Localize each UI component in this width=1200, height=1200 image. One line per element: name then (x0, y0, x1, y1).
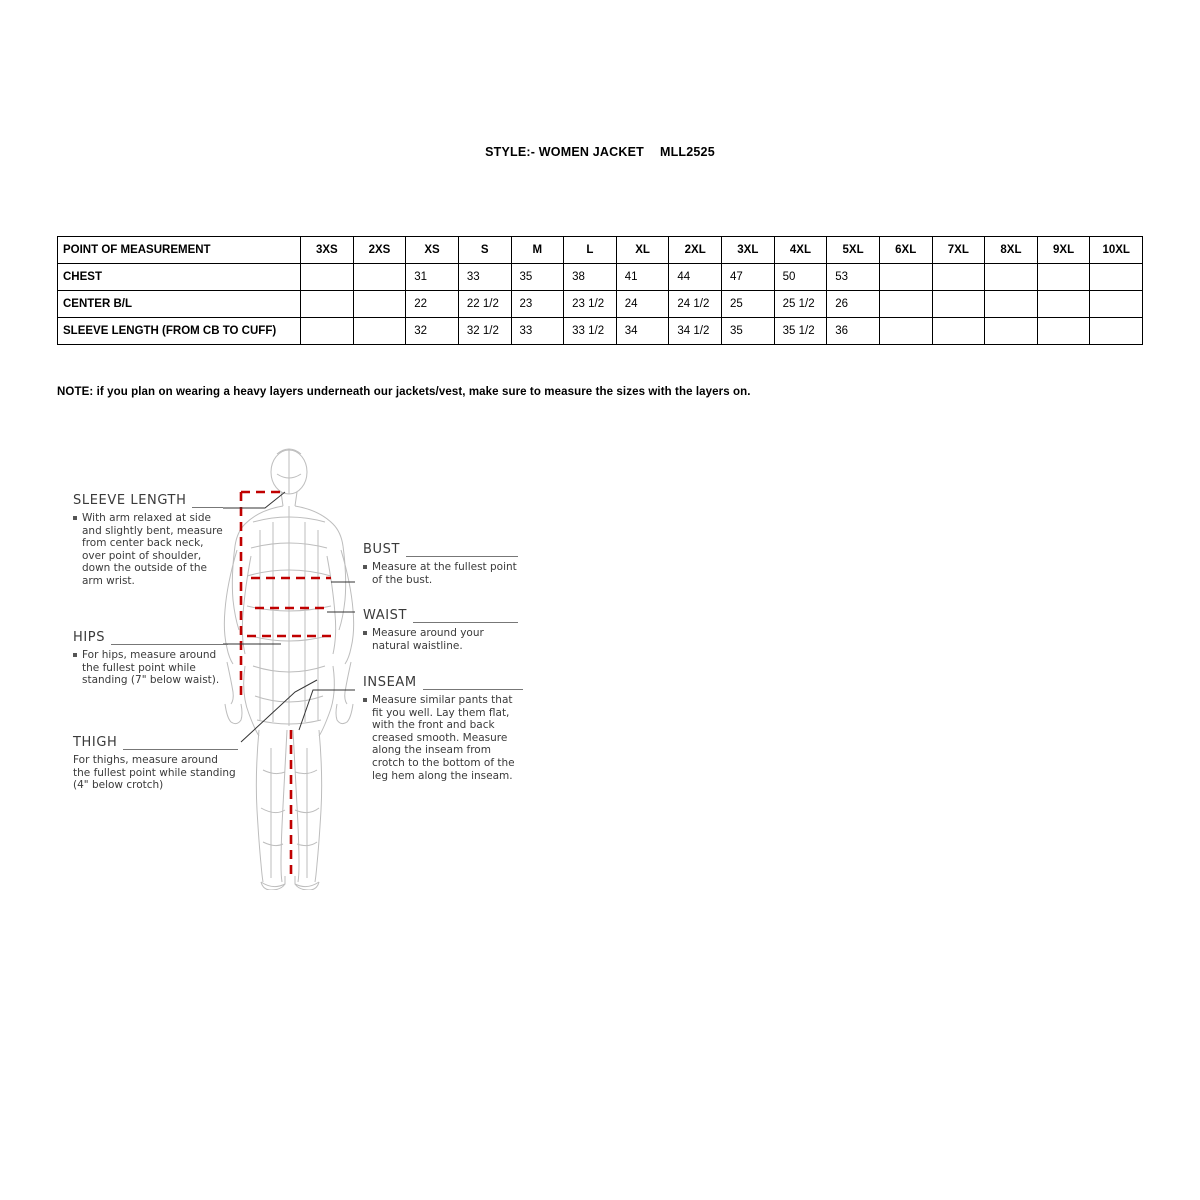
cell-sleeve-xl: 34 (616, 318, 669, 345)
callout-title-hips: HIPS (73, 630, 106, 645)
column-header-m: M (511, 237, 564, 264)
cell-sleeve-10xl (1090, 318, 1143, 345)
column-header-3xs: 3XS (301, 237, 354, 264)
cell-sleeve-6xl (879, 318, 932, 345)
page-title (0, 145, 1200, 159)
table-row (58, 264, 1143, 291)
cell-chest-8xl (985, 264, 1038, 291)
table-row (58, 318, 1143, 345)
cell-centerbl-10xl (1090, 291, 1143, 318)
callout-title-thigh: THIGH (73, 735, 118, 750)
cell-chest-9xl (1037, 264, 1090, 291)
cell-centerbl-9xl (1037, 291, 1090, 318)
callout-waist (363, 608, 518, 652)
style-label: STYLE:- WOMEN JACKET (485, 145, 644, 159)
measurement-note: NOTE: if you plan on wearing a heavy layers underneath our jackets/vest, make sure to measure the sizes with the layers on. (57, 386, 751, 398)
callout-body-waist: Measure around your natural waistline. (363, 627, 518, 652)
cell-chest-xs: 31 (406, 264, 459, 291)
cell-centerbl-8xl (985, 291, 1038, 318)
table-header-row (58, 237, 1143, 264)
cell-centerbl-3xs (301, 291, 354, 318)
column-header-3xl: 3XL (722, 237, 775, 264)
cell-sleeve-3xs (301, 318, 354, 345)
cell-sleeve-4xl: 35 1/2 (774, 318, 827, 345)
cell-centerbl-3xl: 25 (722, 291, 775, 318)
cell-chest-3xl: 47 (722, 264, 775, 291)
callout-body-bust: Measure at the fullest point of the bust. (363, 561, 518, 586)
column-header-6xl: 6XL (879, 237, 932, 264)
row-label-chest: CHEST (58, 264, 301, 291)
style-code: MLL2525 (659, 145, 715, 159)
cell-sleeve-9xl (1037, 318, 1090, 345)
cell-sleeve-7xl (932, 318, 985, 345)
column-header-s: S (458, 237, 511, 264)
column-header-l: L (564, 237, 617, 264)
cell-chest-s: 33 (458, 264, 511, 291)
cell-sleeve-2xs (353, 318, 406, 345)
cell-centerbl-6xl (879, 291, 932, 318)
callout-rule (406, 556, 518, 557)
callout-title-sleeve-length: SLEEVE LENGTH (73, 493, 187, 508)
cell-chest-l: 38 (564, 264, 617, 291)
cell-centerbl-xl: 24 (616, 291, 669, 318)
column-header-point-of-measurement: POINT OF MEASUREMENT (58, 237, 301, 264)
cell-sleeve-2xl: 34 1/2 (669, 318, 722, 345)
callout-rule (192, 507, 223, 508)
cell-sleeve-8xl (985, 318, 1038, 345)
size-chart-table (57, 236, 1143, 345)
cell-sleeve-m: 33 (511, 318, 564, 345)
callout-thigh (73, 735, 238, 792)
column-header-10xl: 10XL (1090, 237, 1143, 264)
column-header-2xs: 2XS (353, 237, 406, 264)
column-header-2xl: 2XL (669, 237, 722, 264)
callout-bust (363, 542, 518, 586)
callout-sleeve-length (73, 493, 223, 588)
cell-chest-7xl (932, 264, 985, 291)
callout-rule (111, 644, 228, 645)
cell-chest-2xl: 44 (669, 264, 722, 291)
cell-chest-xl: 41 (616, 264, 669, 291)
column-header-7xl: 7XL (932, 237, 985, 264)
cell-chest-2xs (353, 264, 406, 291)
callout-title-waist: WAIST (363, 608, 408, 623)
callout-body-sleeve-length: With arm relaxed at side and slightly bent, measure from center back neck, over point of shoulder, down the outside of the arm wrist. (73, 512, 223, 588)
table-row (58, 291, 1143, 318)
callout-body-thigh: For thighs, measure around the fullest point while standing (4" below crotch) (73, 754, 236, 792)
cell-centerbl-l: 23 1/2 (564, 291, 617, 318)
cell-chest-10xl (1090, 264, 1143, 291)
callout-body-hips: For hips, measure around the fullest point while standing (7" below waist). (73, 649, 228, 687)
cell-sleeve-l: 33 1/2 (564, 318, 617, 345)
measurement-diagram (55, 430, 575, 890)
cell-chest-4xl: 50 (774, 264, 827, 291)
callout-hips (73, 630, 228, 687)
callout-title-bust: BUST (363, 542, 401, 557)
callout-body-inseam: Measure similar pants that fit you well. Lay them flat, with the front and back creased smooth. Measure along the inseam from crotch to the bottom of the leg hem along the inseam. (363, 694, 523, 782)
row-label-center-bl: CENTER B/L (58, 291, 301, 318)
cell-sleeve-3xl: 35 (722, 318, 775, 345)
cell-centerbl-7xl (932, 291, 985, 318)
cell-chest-m: 35 (511, 264, 564, 291)
cell-centerbl-s: 22 1/2 (458, 291, 511, 318)
cell-centerbl-xs: 22 (406, 291, 459, 318)
cell-chest-5xl: 53 (827, 264, 880, 291)
cell-sleeve-xs: 32 (406, 318, 459, 345)
callout-rule (423, 689, 523, 690)
column-header-5xl: 5XL (827, 237, 880, 264)
cell-chest-6xl (879, 264, 932, 291)
cell-centerbl-5xl: 26 (827, 291, 880, 318)
column-header-xs: XS (406, 237, 459, 264)
callout-title-inseam: INSEAM (363, 675, 417, 690)
column-header-xl: XL (616, 237, 669, 264)
callout-inseam (363, 675, 523, 782)
column-header-4xl: 4XL (774, 237, 827, 264)
cell-centerbl-4xl: 25 1/2 (774, 291, 827, 318)
column-header-9xl: 9XL (1037, 237, 1090, 264)
callout-rule (413, 622, 518, 623)
column-header-8xl: 8XL (985, 237, 1038, 264)
cell-sleeve-s: 32 1/2 (458, 318, 511, 345)
cell-centerbl-2xl: 24 1/2 (669, 291, 722, 318)
callout-rule (123, 749, 238, 750)
row-label-sleeve-length: SLEEVE LENGTH (FROM CB TO CUFF) (58, 318, 301, 345)
cell-sleeve-5xl: 36 (827, 318, 880, 345)
cell-centerbl-2xs (353, 291, 406, 318)
cell-centerbl-m: 23 (511, 291, 564, 318)
cell-chest-3xs (301, 264, 354, 291)
